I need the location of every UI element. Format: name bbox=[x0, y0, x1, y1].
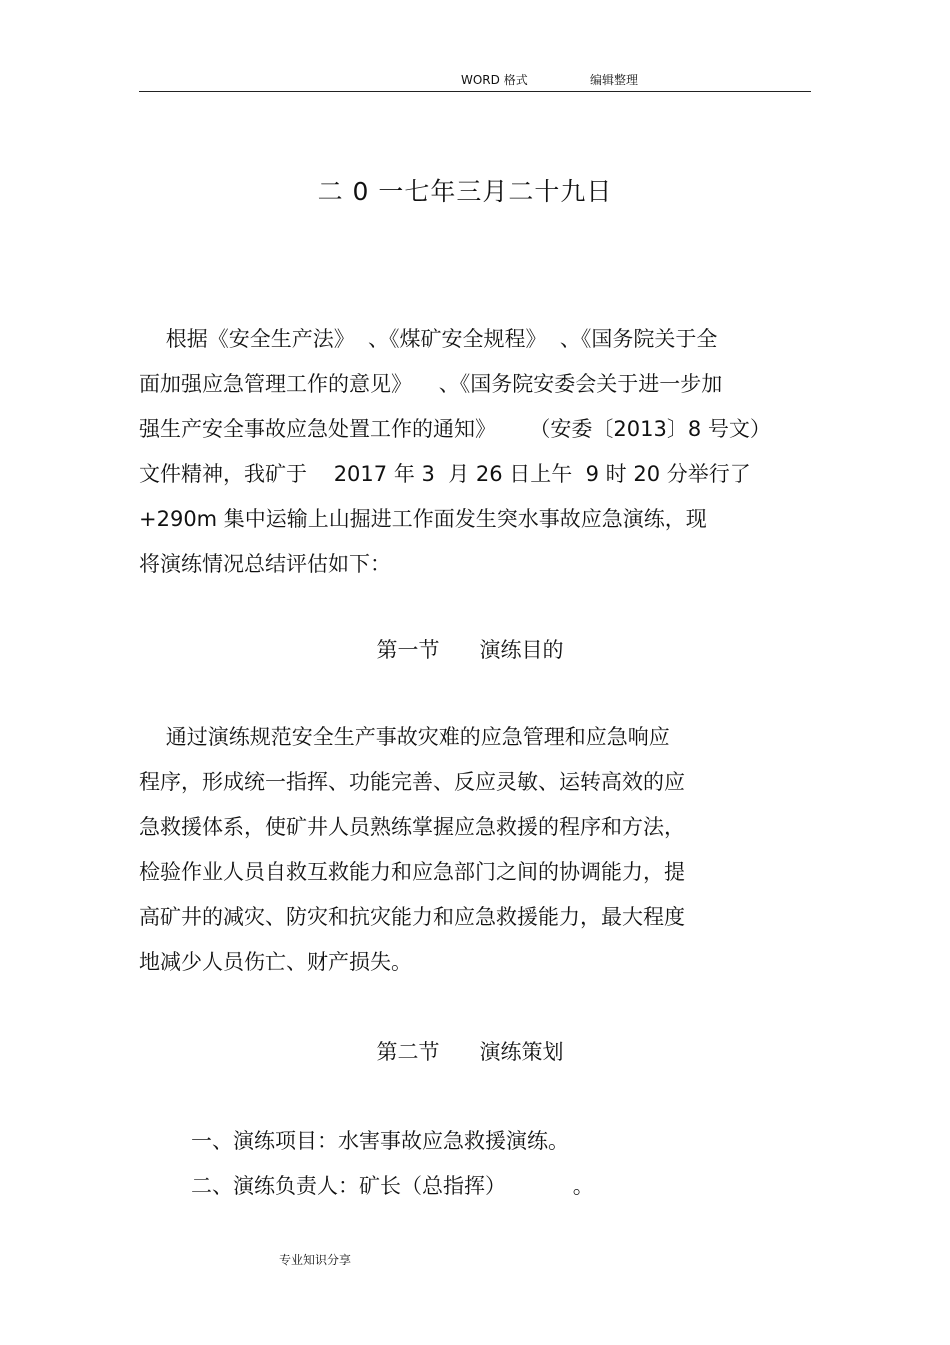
paragraph-line: 高矿井的减灾、防灾和抗灾能力和应急救援能力，最大程度 bbox=[139, 905, 685, 929]
paragraph-line: +290m 集中运输上山掘进工作面发生突水事故应急演练，现 bbox=[139, 507, 707, 531]
intro-paragraph bbox=[139, 317, 819, 587]
purpose-paragraph bbox=[139, 715, 819, 985]
paragraph-line: 根据《安全生产法》 、《煤矿安全规程》 、《国务院关于全 bbox=[139, 327, 718, 351]
planning-list bbox=[191, 1119, 811, 1209]
list-item: 二、演练负责人：矿长（总指挥） 。 bbox=[191, 1174, 594, 1198]
page-footer: 专业知识分享 bbox=[279, 1253, 352, 1267]
paragraph-line: 急救援体系，使矿井人员熟练掌握应急救援的程序和方法， bbox=[139, 815, 685, 839]
paragraph-line: 检验作业人员自救互救能力和应急部门之间的协调能力，提 bbox=[139, 860, 685, 884]
section-heading-planning: 第二节 演练策划 bbox=[376, 1040, 564, 1064]
header-format-label: WORD 格式 bbox=[461, 73, 528, 87]
page-header bbox=[0, 68, 950, 90]
section-heading-purpose: 第一节 演练目的 bbox=[376, 638, 564, 662]
list-item: 一、演练项目：水害事故应急救援演练。 bbox=[191, 1129, 569, 1153]
document-date-title: 二 0 一七年三月二十九日 bbox=[317, 177, 613, 206]
paragraph-line: 地减少人员伤亡、财产损失。 bbox=[139, 950, 412, 974]
paragraph-line: 程序，形成统一指挥、功能完善、反应灵敏、运转高效的应 bbox=[139, 770, 685, 794]
paragraph-line: 通过演练规范安全生产事故灾难的应急管理和应急响应 bbox=[139, 725, 670, 749]
paragraph-line: 将演练情况总结评估如下： bbox=[139, 552, 391, 576]
header-divider bbox=[139, 91, 811, 92]
paragraph-line: 文件精神，我矿于 2017 年 3 月 26 日上午 9 时 20 分举行了 bbox=[139, 462, 751, 486]
paragraph-line: 强生产安全事故应急处置工作的通知》 （安委〔2013〕8 号文） bbox=[139, 417, 771, 441]
paragraph-line: 面加强应急管理工作的意见》 、《国务院安委会关于进一步加 bbox=[139, 372, 723, 396]
header-edit-label: 编辑整理 bbox=[590, 73, 639, 87]
